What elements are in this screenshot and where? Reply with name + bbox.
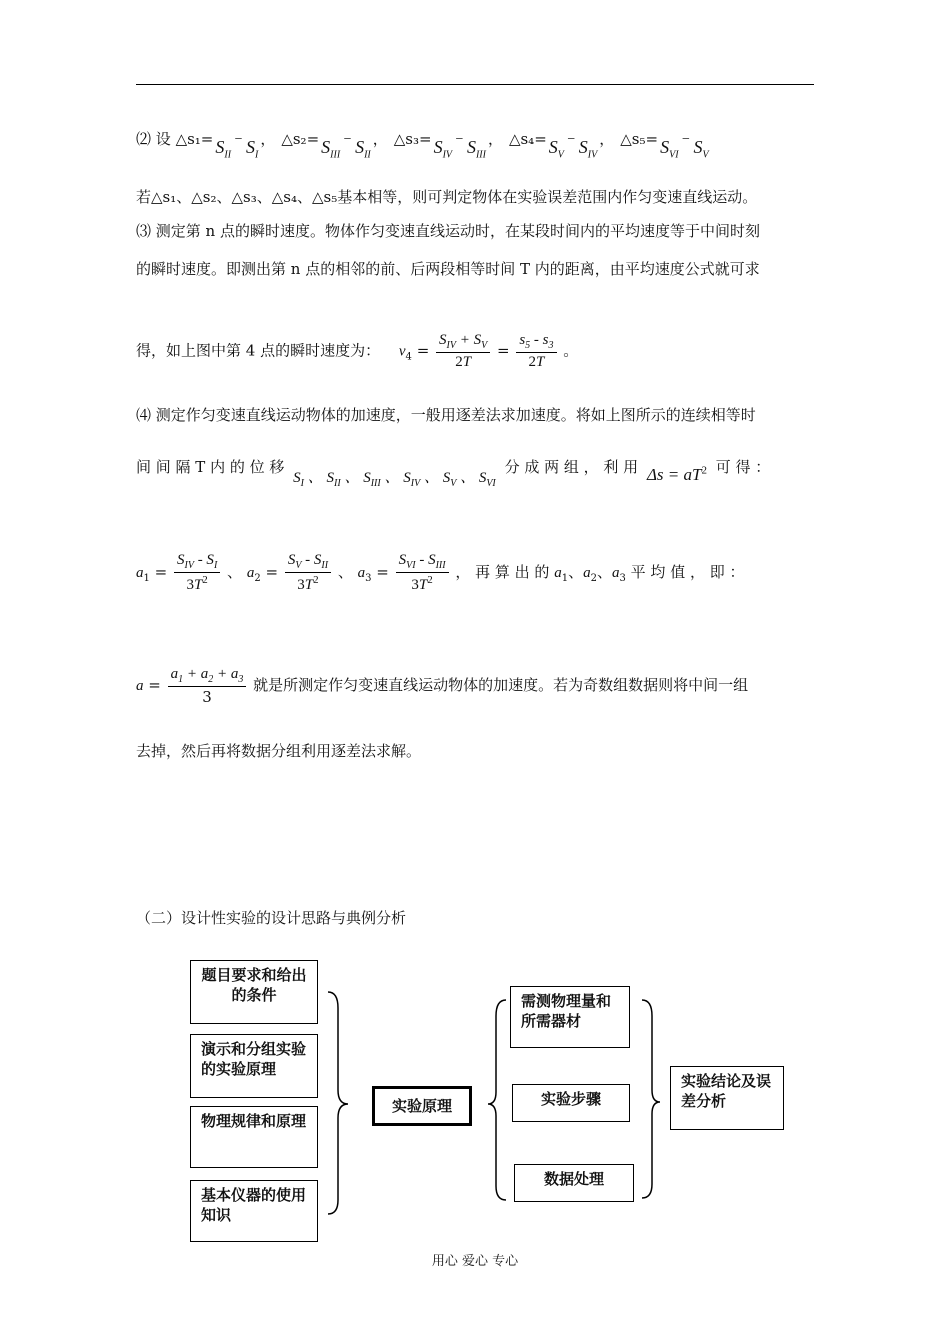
delta-def-4: △s₄= $S_V$ − $S_{IV}$，	[508, 130, 615, 161]
delta-s-formula: $\Delta s = aT^2$	[646, 464, 707, 484]
average-formula-line: a = $\frac{a_1 + a_2 + a_3}{3}$ 就是所测定作匀变速直线运动物体的加速度。若为奇数组数据则将中间一组	[136, 666, 749, 706]
section-heading: （二）设计性实验的设计思路与典例分析	[136, 909, 407, 927]
delta-def-5: △s₅= $S_{VI}$ − $S_V$	[620, 130, 709, 161]
item4-line5: 去掉，然后再将数据分组利用逐差法求解。	[136, 742, 422, 760]
acceleration-formulas: $a_1$ = $\frac{S_{IV} - S_I}{3T^2}$ 、 $a_2$ = $\frac{S_V - S_{II}}{3T^2}$ 、 $a_3$ = $\frac{S_{VI} - S_{III}}{3T^2}$ ， 再 算 出 的 $a_1$、$a_2$、$a_3$ 平 均 值 ， 即 ：	[136, 552, 745, 593]
item3-line1: ⑶ 测定第 n 点的瞬时速度。物体作匀变速直线运动时，在某段时间内的平均速度等于中间时刻	[136, 222, 760, 240]
middle-box-3: 数据处理	[514, 1164, 634, 1202]
item2-conclusion: 若△s₁、△s₂、△s₃、△s₄、△s₅基本相等，则可判定物体在实验误差范围内作匀变速直线运动。	[136, 188, 758, 206]
item4-line1: ⑷ 测定作匀变速直线运动物体的加速度，一般用逐差法求加速度。将如上图所示的连续相等时	[136, 406, 756, 424]
right-brace-1	[328, 992, 348, 1214]
conclusion-box: 实验结论及误差分析	[670, 1066, 784, 1130]
item2-label: ⑵ 设	[136, 130, 171, 148]
delta-def-3: △s₃= $S_{IV}$ − $S_{III}$，	[393, 130, 503, 161]
footer: 用心 爱心 专心	[431, 1254, 519, 1269]
middle-box-1: 需测物理量和所需器材	[510, 986, 630, 1048]
delta-def-2: △s₂= $S_{III}$ − $S_{II}$，	[281, 130, 388, 161]
left-box-1: 题目要求和给出的条件	[190, 960, 318, 1024]
velocity-formula: $v_4$ = $\frac{S_{IV} + S_V}{2T}$ = $\frac{s_5 - s_3}{2T}$	[399, 332, 559, 371]
left-box-4: 基本仪器的使用知识	[190, 1180, 318, 1242]
item3-line3: 得，如上图中第 4 点的瞬时速度为： $v_4$ = $\frac{S_{IV} + S_V}{2T}$ = $\frac{s_5 - s_3}{2T}$ 。	[136, 332, 579, 370]
delta-def-1: △s₁= $S_{II}$ − $S_I$，	[175, 130, 276, 161]
displacement-list: $S_I$ 、 $S_{II}$ 、 $S_{III}$ 、 $S_{IV}$ 、 $S_V$ 、 $S_{VI}$	[293, 470, 496, 489]
left-brace-1	[488, 1000, 506, 1200]
right-brace-2	[642, 1000, 660, 1198]
middle-box-2: 实验步骤	[512, 1084, 630, 1122]
principle-box: 实验原理	[372, 1086, 472, 1126]
left-box-2: 演示和分组实验的实验原理	[190, 1034, 318, 1098]
item4-line2: 间 间 隔 T 内 的 位 移 $S_I$ 、 $S_{II}$ 、 $S_{III}$ 、 $S_{IV}$ 、 $S_V$ 、 $S_{VI}$ 分 成 两 组 ， 利 用 $\Delta s = aT^2$ 可 得 ：	[136, 458, 771, 489]
left-box-3: 物理规律和原理	[190, 1106, 318, 1168]
item3-line2: 的瞬时速度。即测出第 n 点的相邻的前、后两段相等时间 T 内的距离，由平均速度公式就可求	[136, 260, 760, 278]
